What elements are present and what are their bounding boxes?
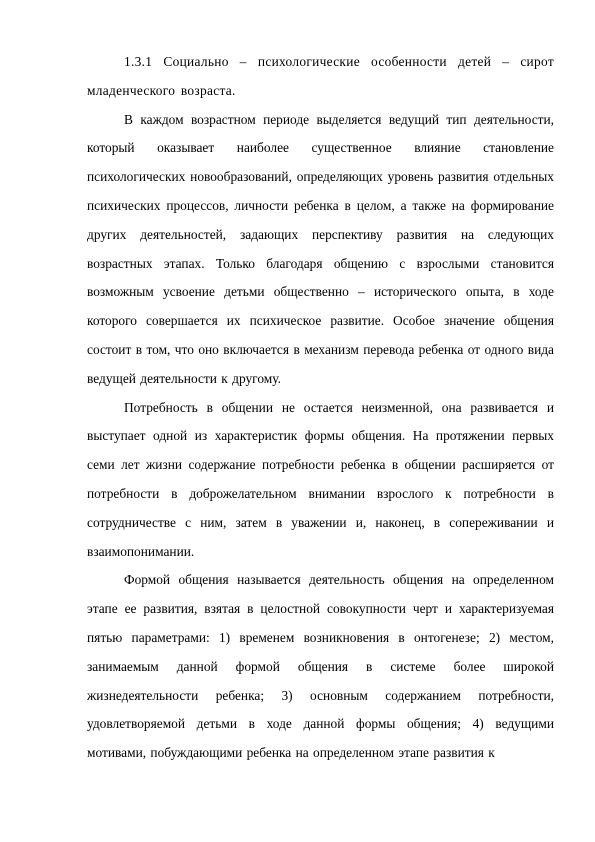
- paragraph-2: Потребность в общении не остается неизменной, она развивается и выступает одной из характеристик формы общения. На протяжении первых семи лет жизни содержание потребности ребенка в общении расширяется от потребности в доброжелательном внимании взрослого к потребности в сотрудничестве с ним, затем в уважении и, наконец, в сопереживании и взаимопонимании.: [87, 399, 554, 559]
- document-body: [87, 48, 554, 768]
- paragraph-1: В каждом возрастном периоде выделяется ведущий тип деятельности, который оказывает наиболее существенное влияние становление психологических новообразований, определяющих уровень развития отдельных психических процессов, личности ребенка в целом, а также на формирование других деятельностей, задающих перспективу развития на следующих возрастных этапах. Только благодаря общению с взрослыми становится возможным усвоение детьми общественно – исторического опыта, в ходе которого совершается их психическое развитие. Особое значение общения состоит в том, что оно включается в механизм перевода ребенка от одного вида ведущей деятельности к другому.: [87, 111, 554, 386]
- paragraph-3: Формой общения называется деятельность общения на определенном этапе ее развития, взятая в целостной совокупности черт и характеризуемая пятью параметрами: 1) временем возникновения в онтогенезе; 2) местом, занимаемым данной формой общения в системе более широкой жизнедеятельности ребенка; 3) основным содержанием потребности, удовлетворяемой детьми в ходе данной формы общения; 4) ведущими мотивами, побуждающими ребенка на определенном этапе развития к: [87, 572, 554, 761]
- section-heading: 1.3.1 Социально – психологические особенности детей – сирот младенческого возраста.: [87, 54, 554, 98]
